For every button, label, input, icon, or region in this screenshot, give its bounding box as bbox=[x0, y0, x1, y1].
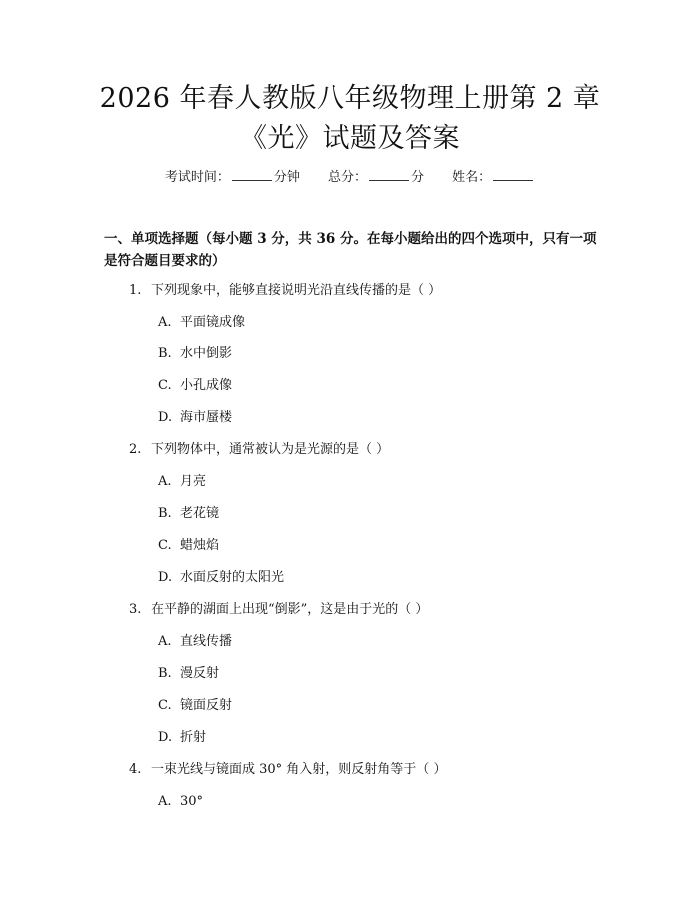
option-4a bbox=[158, 793, 203, 811]
option-text: 月亮 bbox=[180, 474, 207, 489]
question-text: 下列物体中，通常被认为是光源的是（ ） bbox=[151, 442, 390, 457]
option-letter: C. bbox=[158, 538, 172, 553]
option-2d bbox=[158, 569, 284, 587]
option-3c bbox=[158, 697, 232, 715]
option-text: 水中倒影 bbox=[180, 346, 233, 361]
option-text: 直线传播 bbox=[180, 634, 233, 649]
option-2c bbox=[158, 537, 219, 555]
question-number: 4. bbox=[129, 762, 142, 777]
option-text: 蜡烛焰 bbox=[180, 538, 220, 553]
section-heading: 一、单项选择题（每小题 3 分，共 36 分。在每小题给出的四个选项中，只有一项是符合题目要求的） bbox=[104, 231, 597, 269]
option-text: 水面反射的太阳光 bbox=[180, 570, 285, 585]
option-2b bbox=[158, 505, 219, 523]
option-1d bbox=[158, 409, 232, 427]
question-number: 2. bbox=[129, 442, 142, 457]
option-letter: D. bbox=[158, 730, 173, 745]
option-letter: A. bbox=[158, 474, 172, 489]
question-number: 3. bbox=[129, 602, 142, 617]
total-score-unit: 分 bbox=[411, 170, 425, 185]
question-2 bbox=[129, 441, 389, 459]
option-text: 折射 bbox=[180, 730, 207, 745]
exam-title-line-1: 2026 年春人教版八年级物理上册第 2 章 bbox=[99, 83, 601, 114]
exam-time-field bbox=[165, 170, 304, 185]
option-letter: A. bbox=[158, 634, 172, 649]
option-letter: B. bbox=[158, 666, 172, 681]
option-letter: A. bbox=[158, 794, 172, 809]
student-name-label: 姓名： bbox=[452, 170, 492, 185]
option-letter: B. bbox=[158, 506, 172, 521]
question-4 bbox=[129, 761, 446, 779]
student-name-blank bbox=[493, 168, 533, 181]
option-2a bbox=[158, 473, 206, 491]
option-text: 平面镜成像 bbox=[180, 315, 246, 330]
option-1a bbox=[158, 314, 245, 332]
question-number: 1. bbox=[129, 283, 142, 298]
option-letter: C. bbox=[158, 698, 172, 713]
question-text: 一束光线与镜面成 30° 角入射，则反射角等于（ ） bbox=[151, 762, 447, 777]
option-text: 小孔成像 bbox=[180, 378, 233, 393]
student-name-field bbox=[452, 170, 535, 185]
exam-time-label: 考试时间： bbox=[164, 170, 230, 185]
option-letter: B. bbox=[158, 346, 172, 361]
question-1 bbox=[129, 282, 441, 300]
option-text: 老花镜 bbox=[180, 506, 220, 521]
option-letter: C. bbox=[158, 378, 172, 393]
option-text: 漫反射 bbox=[180, 666, 220, 681]
option-1c bbox=[158, 377, 232, 395]
option-letter: A. bbox=[158, 315, 172, 330]
exam-title-line-2: 《光》试题及答案 bbox=[240, 123, 460, 154]
exam-meta bbox=[0, 168, 700, 187]
option-3d bbox=[158, 729, 206, 747]
question-text: 在平静的湖面上出现“倒影”，这是由于光的（ ） bbox=[151, 602, 429, 617]
option-letter: D. bbox=[158, 410, 173, 425]
question-3 bbox=[129, 601, 428, 619]
total-score-label: 总分： bbox=[327, 170, 367, 185]
option-text: 海市蜃楼 bbox=[180, 410, 233, 425]
option-text: 镜面反射 bbox=[180, 698, 233, 713]
option-1b bbox=[158, 345, 232, 363]
total-score-field bbox=[328, 170, 428, 185]
option-letter: D. bbox=[158, 570, 173, 585]
option-3a bbox=[158, 633, 232, 651]
exam-time-blank bbox=[232, 168, 272, 181]
option-3b bbox=[158, 665, 219, 683]
question-text: 下列现象中，能够直接说明光沿直线传播的是（ ） bbox=[151, 283, 442, 298]
option-text: 30° bbox=[180, 794, 204, 809]
exam-time-unit: 分钟 bbox=[273, 170, 300, 185]
total-score-blank bbox=[369, 168, 409, 181]
